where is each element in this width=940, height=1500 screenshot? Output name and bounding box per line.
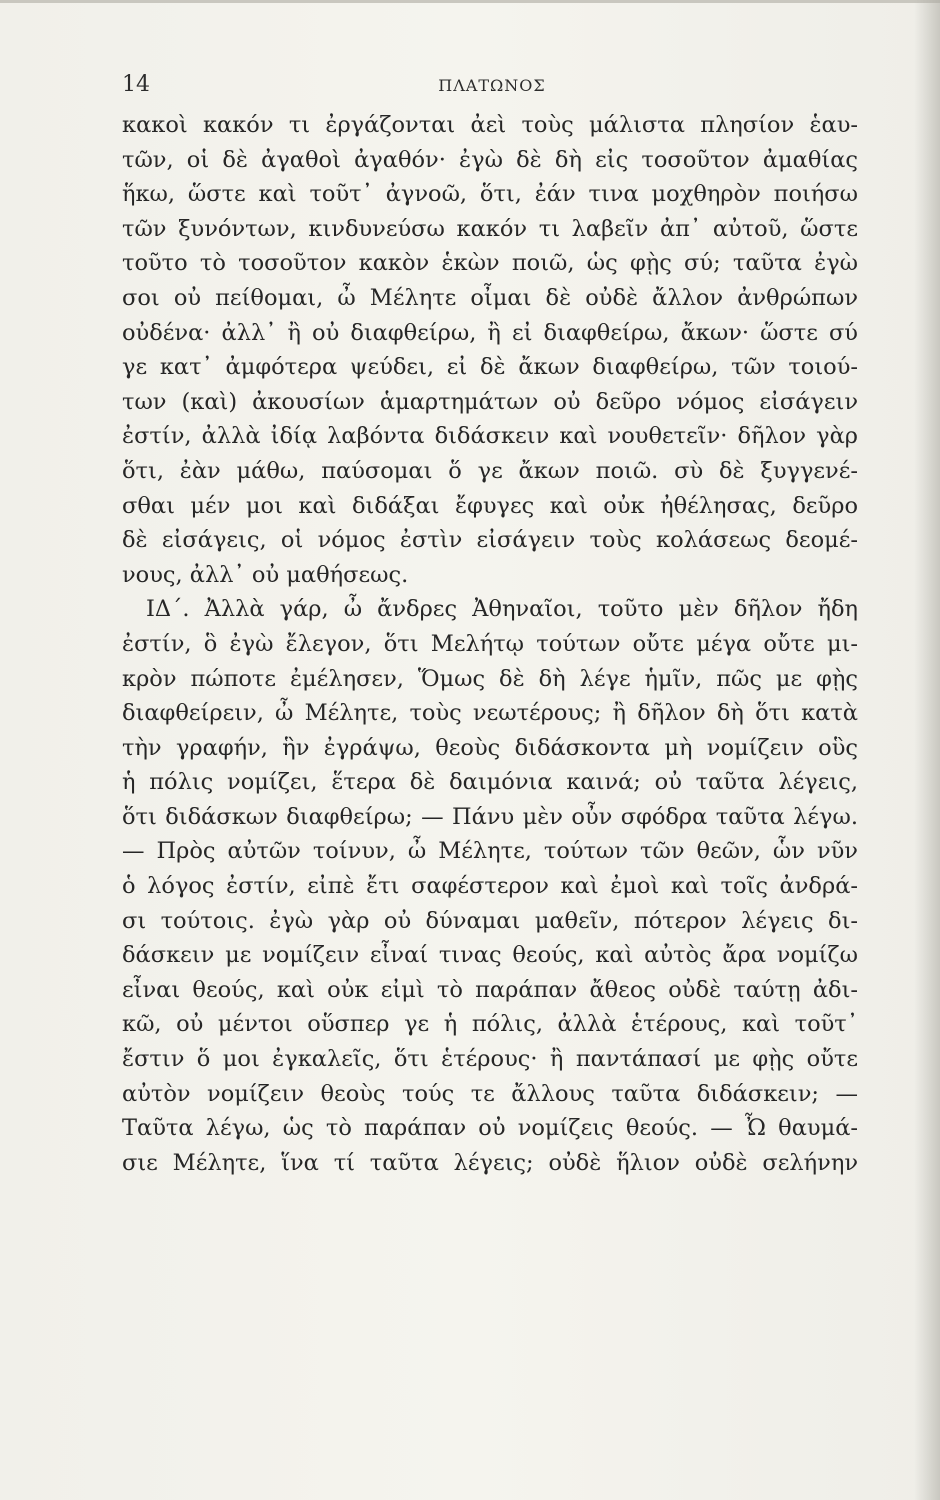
text-line: δὲ εἰσάγεις, οἱ νόμος ἐστὶν εἰσάγειν τοὺς κολάσεως δεομέ- xyxy=(122,527,858,554)
text-line: κρὸν πώποτε ἐμέλησεν, Ὅμως δὲ δὴ λέγε ἡμῖν, πῶς με φῂς xyxy=(122,665,858,692)
text-line: ὁ λόγος ἐστίν, εἰπὲ ἔτι σαφέστερον καὶ ἐμοὶ καὶ τοῖς ἀνδρά- xyxy=(122,873,858,900)
text-line: αὐτὸν νομίζειν θεοὺς τούς τε ἄλλους ταῦτα διδάσκειν; — xyxy=(122,1080,858,1107)
text-line: κακοὶ κακόν τι ἐργάζονται ἀεὶ τοὺς μάλιστα πλησίον ἑαυ- xyxy=(122,112,858,138)
text-line: ἐστίν, ἀλλὰ ἰδίᾳ λαβόντα διδάσκειν καὶ νουθετεῖν· δῆλον γὰρ xyxy=(122,423,858,450)
running-title: ΠΛΑΤΩΝΟΣ xyxy=(438,76,546,95)
text-line: σι τούτοις. ἐγὼ γὰρ οὐ δύναμαι μαθεῖν, πότερον λέγεις δι- xyxy=(122,907,858,934)
text-line: τοῦτο τὸ τοσοῦτον κακὸν ἑκὼν ποιῶ, ὡς φῂς σύ; ταῦτα ἐγὼ xyxy=(122,250,858,277)
text-line: ἔστιν ὅ μοι ἐγκαλεῖς, ὅτι ἑτέρους· ἢ παντάπασί με φῂς οὔτε xyxy=(122,1046,858,1073)
text-line: σθαι μέν μοι καὶ διδάξαι ἔφυγες καὶ οὐκ ἠθέλησας, δεῦρο xyxy=(122,492,858,519)
text-line: δάσκειν με νομίζειν εἶναί τινας θεούς, καὶ αὐτὸς ἄρα νομίζω xyxy=(122,942,858,969)
text-line: ἐστίν, ὃ ἐγὼ ἔλεγον, ὅτι Μελήτῳ τούτων οὔτε μέγα οὔτε μι- xyxy=(122,630,858,657)
page-top-edge xyxy=(0,0,940,3)
binding-shadow xyxy=(914,0,940,1500)
chapter-start-line: ΙΔ΄. Ἀλλὰ γάρ, ὦ ἄνδρες Ἀθηναῖοι, τοῦτο μὲν δῆλον ἤδη xyxy=(146,596,858,623)
text-line: γε κατ᾿ ἀμφότερα ψεύδει, εἰ δὲ ἄκων διαφθείρω, τῶν τοιού- xyxy=(122,354,858,381)
text-line: εἶναι θεούς, καὶ οὐκ εἰμὶ τὸ παράπαν ἄθεος οὐδὲ ταύτῃ ἀδι- xyxy=(122,976,858,1003)
body-text xyxy=(122,108,862,1180)
text-line: των (καὶ) ἀκουσίων ἁμαρτημάτων οὐ δεῦρο νόμος εἰσάγειν xyxy=(122,388,858,415)
text-line: ὅτι διδάσκων διαφθείρω; — Πάνυ μὲν οὖν σφόδρα ταῦτα λέγω. xyxy=(122,803,858,830)
text-line: διαφθείρειν, ὦ Μέλητε, τοὺς νεωτέρους; ἢ δῆλον δὴ ὅτι κατὰ xyxy=(122,700,858,727)
text-line: κῶ, οὐ μέντοι οὕσπερ γε ἡ πόλις, ἀλλὰ ἑτέρους, καὶ τοῦτ᾿ xyxy=(122,1011,858,1038)
page-number: 14 xyxy=(122,72,150,97)
text-line: σιε Μέλητε, ἵνα τί ταῦτα λέγεις; οὐδὲ ἥλιον οὐδὲ σελήνην xyxy=(122,1149,858,1176)
text-line: τὴν γραφήν, ἣν ἐγράψω, θεοὺς διδάσκοντα μὴ νομίζειν οὓς xyxy=(122,734,858,761)
text-line: νους, ἀλλ᾿ οὐ μαθήσεως. xyxy=(122,561,409,588)
text-line: οὐδένα· ἀλλ᾿ ἢ οὐ διαφθείρω, ἢ εἰ διαφθείρω, ἄκων· ὥστε σύ xyxy=(122,319,858,346)
text-line: — Πρὸς αὐτῶν τοίνυν, ὦ Μέλητε, τούτων τῶν θεῶν, ὧν νῦν xyxy=(122,838,858,865)
text-line: Ταῦτα λέγω, ὡς τὸ παράπαν οὐ νομίζεις θεούς. — Ὦ θαυμά- xyxy=(122,1115,858,1142)
text-line: τῶν ξυνόντων, κινδυνεύσω κακόν τι λαβεῖν ἀπ᾿ αὐτοῦ, ὥστε xyxy=(122,215,858,242)
text-line: σοι οὐ πείθομαι, ὦ Μέλητε οἶμαι δὲ οὐδὲ ἄλλον ἀνθρώπων xyxy=(122,284,858,311)
text-line: ἥκω, ὥστε καὶ τοῦτ᾿ ἀγνοῶ, ὅτι, ἐάν τινα μοχθηρὸν ποιήσω xyxy=(122,181,858,208)
text-line: ἡ πόλις νομίζει, ἕτερα δὲ δαιμόνια καινά; οὐ ταῦτα λέγεις, xyxy=(122,769,858,796)
text-line: τῶν, οἱ δὲ ἀγαθοὶ ἀγαθόν· ἐγὼ δὲ δὴ εἰς τοσοῦτον ἀμαθίας xyxy=(122,146,858,173)
text-line: ὅτι, ἐὰν μάθω, παύσομαι ὅ γε ἄκων ποιῶ. σὺ δὲ ξυγγενέ- xyxy=(122,457,858,484)
page-header xyxy=(122,72,862,106)
